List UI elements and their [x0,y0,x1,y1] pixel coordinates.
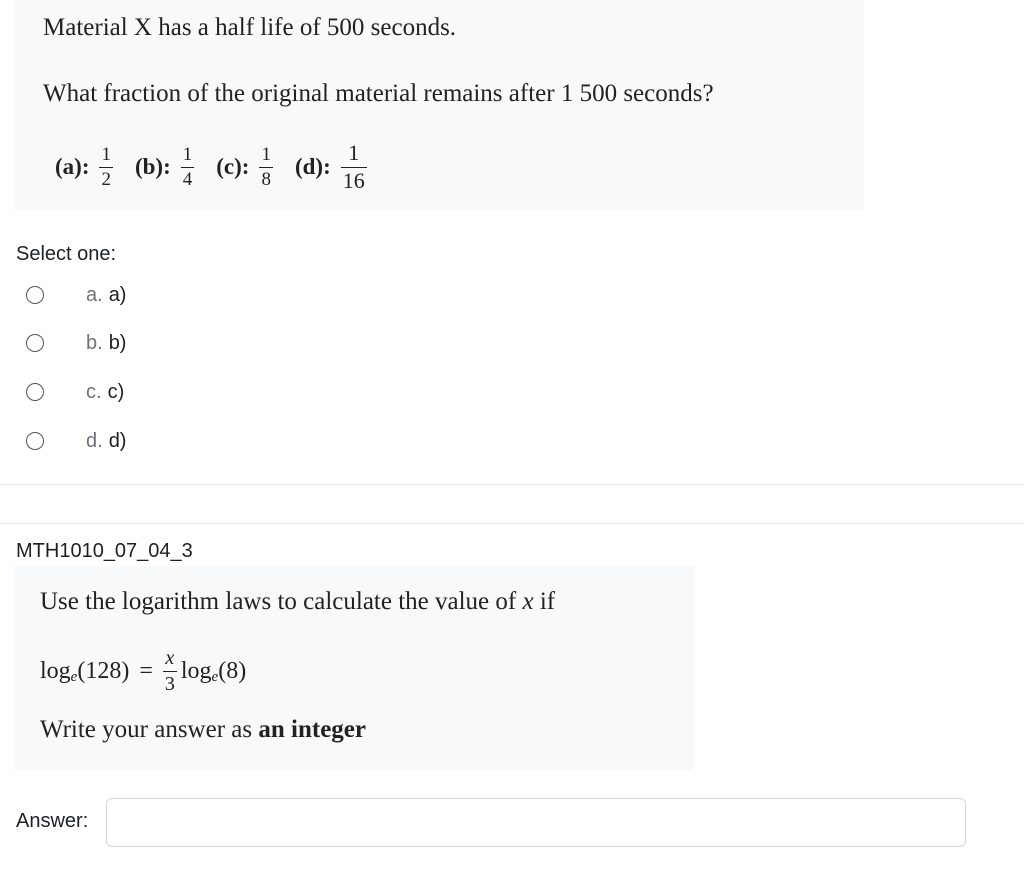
log-equation [40,640,246,702]
answer-label: Answer: [16,810,89,832]
radio-button-c[interactable] [26,383,44,401]
fraction-numerator: 1 [348,139,360,165]
math-choice-c [216,145,273,190]
math-choice-label: (a): [55,154,90,179]
fraction-bar [99,167,113,169]
rhs-log: log [180,657,212,684]
answer-option-b[interactable] [26,328,127,358]
lhs-argument: (128) [77,657,130,684]
lhs-log: log [40,657,71,684]
lhs-log-base: e [70,668,78,685]
answer-option-d[interactable] [26,426,127,456]
select-one-prompt: Select one: [16,243,117,265]
question2-id: MTH1010_07_04_3 [16,540,193,562]
fraction [259,145,273,190]
question1-stem-line2: What fraction of the original material remains after 1 500 seconds? [43,80,714,107]
option-text: d) [108,429,127,452]
option-letter: d. d) [86,429,127,452]
answer-option-c[interactable] [26,377,125,407]
radio-button-b[interactable] [26,334,44,352]
fraction-denominator: 16 [342,168,365,194]
option-text: b) [108,331,127,354]
math-choice-label: (d): [294,154,331,179]
fraction [181,145,195,190]
question1-stem-line1: Material X has a half life of 500 seconds. [43,14,457,41]
fraction [99,145,113,190]
fraction-bar [259,167,273,169]
equals-sign: = [139,657,153,684]
variable-x: x [522,588,534,615]
option-letter: b. b) [86,331,127,354]
rhs-argument: (8) [218,657,247,684]
fraction [341,139,367,194]
fraction-denominator: 2 [101,169,111,191]
math-choice-a [55,145,113,190]
answer-option-a[interactable] [26,280,127,310]
math-choice-b [135,145,194,190]
question1-math-choices [55,132,389,202]
option-letter: a. a) [86,283,127,306]
fraction-numerator: x [165,646,175,669]
fraction-bar [163,671,177,673]
fraction-denominator: 4 [182,169,193,191]
fraction-x-over-3 [163,648,177,695]
fraction-numerator: 1 [261,143,271,165]
math-choice-label: (b): [134,154,171,179]
answer-format: an integer [258,716,366,743]
math-choice-label: (c): [216,154,250,179]
rhs-log-base: e [211,668,219,685]
question2-stem: Use the logarithm laws to calculate the value of x if [40,588,556,615]
section-divider-bottom [0,523,1024,524]
math-choice-d [294,139,367,194]
answer-instruction: Write your answer as an integer [40,716,366,743]
option-text: a) [108,283,127,306]
radio-button-a[interactable] [26,286,44,304]
fraction-bar [181,167,195,169]
fraction-numerator: 1 [182,143,193,165]
fraction-denominator: 3 [164,673,175,696]
fraction-numerator: 1 [101,143,111,165]
question-separator [0,485,1024,523]
option-text: c) [107,380,125,403]
radio-button-d[interactable] [26,432,44,450]
answer-input[interactable] [106,798,966,847]
fraction-denominator: 8 [261,169,271,191]
option-letter: c. c) [86,380,125,403]
